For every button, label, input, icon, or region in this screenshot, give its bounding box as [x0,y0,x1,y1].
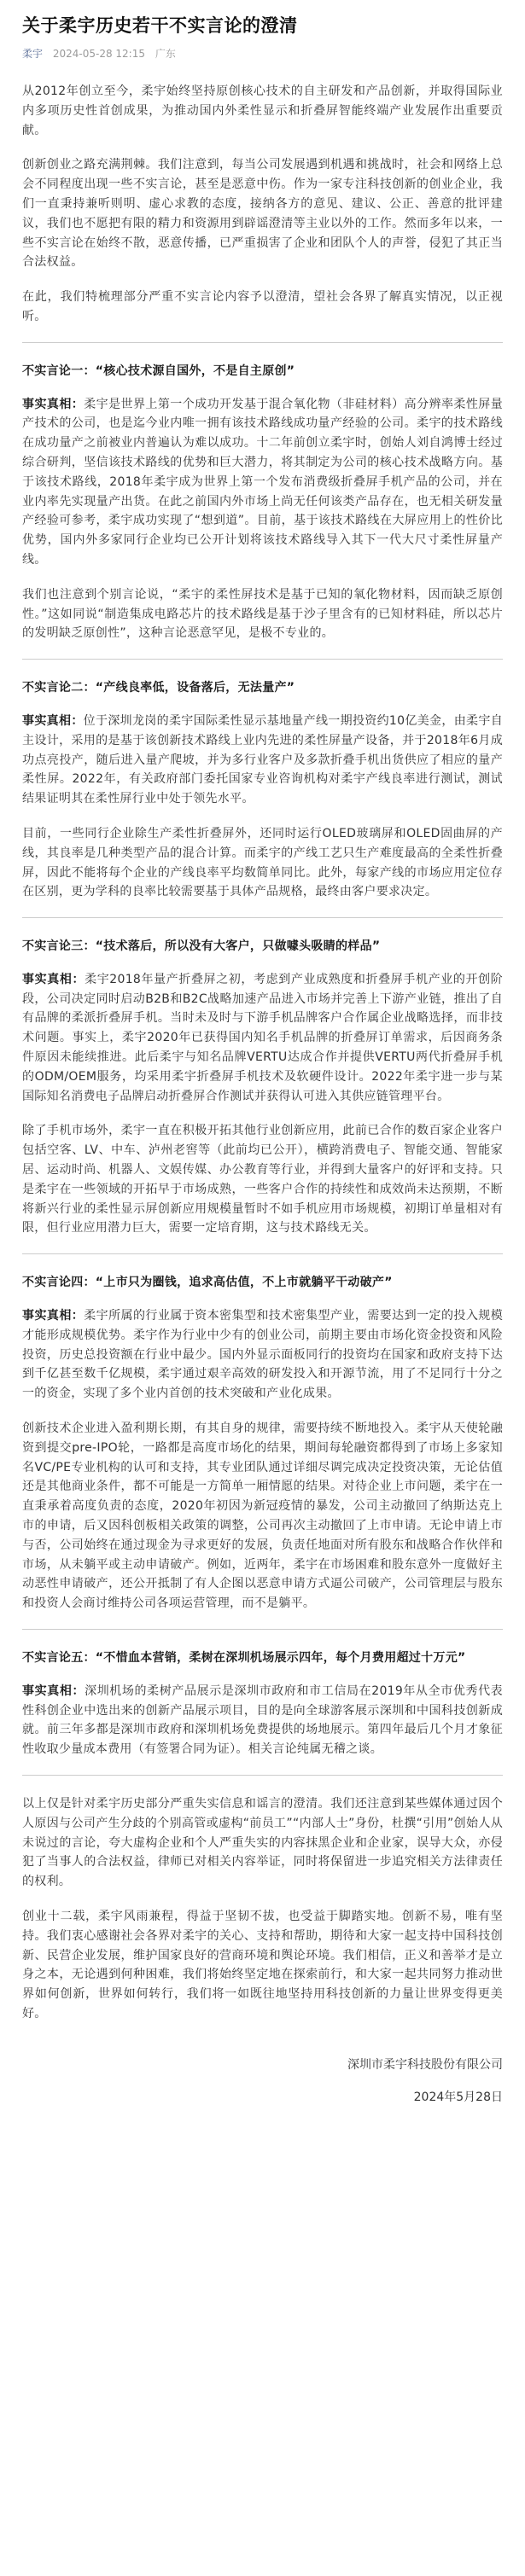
fact-paragraph [22,970,503,1107]
signature-date: 2024年5月28日 [413,2090,503,2104]
signature: 深圳市柔宇科技股份有限公司 [347,2057,503,2072]
intro-paragraph-3: 在此，我们特梳理部分严重不实言论内容予以澄清，望社会各界了解真实情况，以正视听。 [22,290,503,323]
divider [22,1775,503,1776]
claim-heading: 不实言论一：“核心技术源自国外，不是自主原创” [22,363,295,378]
fact-text: 柔宇所属的行业属于资本密集型和技术密集型产业，需要达到一定的投入规模才能形成规模优势。柔宇作为行业中少有的创业公司，前期主要由市场化资金投资和风险投资，历史总投资额在行业中最少。国内外显示面板同行的投资均在国家和政府支持下达到千亿甚至数千亿规模，柔宇通过艰辛高效的研发投入和开源节流，用了不足同行十分之一的资金，实现了多个业内首创的技术突破和产业化成果。 [22,1309,504,1401]
fact-paragraph [22,1306,503,1404]
divider [22,1253,503,1254]
fact-paragraph: 创新技术企业进入盈利期长期，有其自身的规律，需要持续不断地投入。柔宇从天使轮融资到提交pre-IPO轮，一路都是高度市场化的结果，期间每轮融资都得到了市场上多家知名VC/PE专业机构的认可和支持，其专业团队通过详细尽调完成决定投资决策，无论估值还是其他商业条件，都不可能是一方简单一厢情愿的结果。对待企业上市问题，柔宇在一直秉承着高度负责的态度，2020年初因为新冠疫情的暴发，公司主动撤回了纳斯达克上市的申请，后又因科创板相关政策的调整，公司再次主动撤回了上市申请。无论申请上市与否，公司始终在通过现金为寻求更好的发展，负责任地面对所有股东和战略合作伙伴和市场，从未躺平或主动申请破产。例如，近两年，柔宇在市场困难和股东意外一度做好主动恶性申请破产，还公开抵制了有人企图以恶意申请方式逼公司破产，公司管理层与股东和投资人会商讨维持公司各项运营管理，而不是躺平。 [22,1422,503,1611]
author-link[interactable]: 柔宇 [22,48,44,60]
fact-paragraph: 目前，一些同行企业除生产柔性折叠屏外，还同时运行OLED玻璃屏和OLED固曲屏的产线，其良率是几种类型产品的混合计算。而柔宇的产线工艺只生产难度最高的全柔性折叠屏，因此不能将每个企业的产线良率平均数简单同比。此外，每家产线的市场应用定位存在区别，更为学科的良率比较需要基于具体产品规格，最终由客户要求决定。 [22,826,503,899]
publish-location: 广东 [155,48,176,60]
fact-text: 柔宇是世界上第一个成功开发基于混合氧化物（非硅材料）高分辨率柔性屏量产技术的公司，也是迄今业内唯一拥有该技术路线成功量产经验的公司。柔宇的技术路线在成功量产之前被业内普遍认为难以成功。十二年前创立柔宇时，创始人刘自鸿博士经过综合研判，坚信该技术路线的优势和巨大潜力，将其制定为公司的核心技术战略方向。基于该技术路线，2018年柔宇成为世界上第一个发布消费级折叠屏手机产品的公司，并在业内率先实现量产出货。在此之前国内外市场上尚无任何该类产品存在，也无相关研发量产经验可参考，柔宇成功实现了“想到道”。目前，基于该技术路线在大屏应用上的性价比优势，国内外多家同行企业均已公开计划将该技术路线导入其下一代大尺寸柔性屏量产线。 [22,397,504,567]
closing-paragraph-1: 以上仅是针对柔宇历史部分严重失实信息和谣言的澄清。我们还注意到某些媒体通过因个人原因与公司产生分歧的个别高管或虚构“前员工”“内部人士”身份，杜撰“引用”创始人从未说过的言论，夸大虚构企业和个人严重失实的内容抹黑企业和企业家，误导大众，亦侵犯了当事人的合法权益，律师已对相关内容举证，同时将保留进一步追究相关方法律责任的权利。 [22,1796,503,1889]
divider [22,342,503,343]
fact-label: 事实真相： [22,713,84,728]
fact-paragraph [22,395,503,570]
fact-text: 深圳机场的柔树产品展示是深圳市政府和市工信局在2019年从全市优秀代表性科创企业中选出来的创新产品展示项目，目的是向全球游客展示深圳和中国科技创新成就。前三年多都是深圳市政府和深圳机场免费提供的场地展示。第四年最后几个月才象征性收取少量成本费用（有签署合同为证）。相关言论纯属无稽之谈。 [22,1683,503,1757]
article-meta [22,46,503,61]
fact-text: 柔宇2018年量产折叠屏之初，考虑到产业成熟度和折叠屏手机产业的开创阶段，公司决定同时启动B2B和B2C战略加速产品进入市场并完善上下游产业链，推出了自有品牌的柔派折叠屏手机。当时未及时与下游手机品牌客户合作属企业战略选择，而非技术问题。事实上，柔宇2020年已获得国内知名手机品牌的折叠屏订单需求，后因商务条件原因未能续推进。此后柔宇与知名品牌VERTU达成合作并提供VERTU两代折叠屏手机的ODM/OEM服务，均采用柔宇折叠屏手机技术及软硬件设计。2022年柔宇进一步与某国际知名消费电子品牌启动折叠屏合作测试并获得认可进入其供应链管理平台。 [22,972,503,1103]
claim-heading: 不实言论二：“产线良率低，设备落后，无法量产” [22,681,295,695]
fact-label: 事实真相： [22,397,85,411]
publish-time: 2024-05-28 12:15 [52,48,145,60]
fact-paragraph: 除了手机市场外，柔宇一直在积极开拓其他行业创新应用，此前已合作的数百家企业客户包括空客、LV、中车、泸州老窖等（此前均已公开），横跨消费电子、智能交通、智能家居、运动时尚、机器人、文娱传媒、办公教育等行业，并得到大量客户的好评和支持。只是柔宇在一些领域的开拓早于市场成熟，一些客户合作的持续性和成效尚未达预期，不断将新兴行业的柔性显示屏创新应用规模量暂时不如手机应用市场规模，初期订单量相对有限，但行业应用潜力巨大，需要一定培育期，这与技术路线无关。 [22,1124,503,1236]
intro-paragraph-2: 创新创业之路充满荆棘。我们注意到，每当公司发展遇到机遇和挑战时，社会和网络上总会不同程度出现一些不实言论，甚至是恶意中伤。作为一家专注科技创新的创业企业，我们一直秉持兼听则明、虚心求教的态度，接纳各方的意见、建议、公正、善意的批评建议，我们也不愿把有限的精力和资源用到辟谣澄清等主业以外的工作。然而多年以来，一些不实言论在始终不散，恶意传播，已严重损害了企业和团队个人的声誉，侵犯了其正当合法权益。 [22,158,503,270]
claim-heading: 不实言论五：“不惜血本营销，柔树在深圳机场展示四年，每个月费用超过十万元” [22,1651,466,1665]
divider [22,659,503,660]
claim-heading: 不实言论四：“上市只为圈钱，追求高估值，不上市就躺平干动破产” [22,1276,393,1290]
closing-paragraph-2: 创业十二载，柔宇风雨兼程，得益于坚韧不拔，也受益于脚踏实地。创新不易，唯有坚持。我们衷心感谢社会各界对柔宇的关心、支持和帮助，期待和大家一起支持中国科技创新、民营企业发展，维护国家良好的营商环境和舆论环境。我们相信，正义和善举才是立身之本，无论遇到何种困难，我们将始终坚定地在探索前行，和大家一起共同努力推动世界如何创新，世界如何转行，我们将一如既往地坚持用科技创新的力量让世界变得更美好。 [22,1909,503,2021]
fact-label: 事实真相： [22,1309,85,1323]
claim-heading: 不实言论三：“技术落后，所以没有大客户，只做噱头吸睛的样品” [22,939,381,954]
fact-label: 事实真相： [22,1683,85,1698]
intro-paragraph-1: 从2012年创立至今，柔宇始终坚持原创核心技术的自主研发和产品创新，并取得国际业内多项历史性首创成果，为推动国内外柔性显示和折叠屏智能终端产业发展作出重要贡献。 [22,84,503,137]
fact-text: 位于深圳龙岗的柔宇国际柔性显示基地量产线一期投资约10亿美金，由柔宇自主设计，采用的是基于该创新技术路线上业内先进的柔性屏量产设备，并于2018年6月成功点亮投产，随后进入量产爬坡，并为多行业客户及多款折叠手机出货供应了相应的量产柔性屏。2022年，有关政府部门委托国家专业咨询机构对柔宇产线良率进行测试，测试结果证明其在柔性屏行业中处于领先水平。 [22,713,503,806]
divider [22,1629,503,1630]
fact-paragraph [22,1682,503,1759]
article-title: 关于柔宇历史若干不实言论的澄清 [22,15,298,36]
divider [22,917,503,918]
fact-paragraph [22,712,503,809]
fact-paragraph: 我们也注意到个别言论说，“柔宇的柔性屏技术是基于已知的氧化物材料，因而缺乏原创性。”这如同说“制造集成电路芯片的技术路线是基于沙子里含有的已知材料硅，所以芯片的发明缺乏原创性”，这种言论恶意罕见，是极不专业的。 [22,587,503,641]
fact-label: 事实真相： [22,972,85,986]
